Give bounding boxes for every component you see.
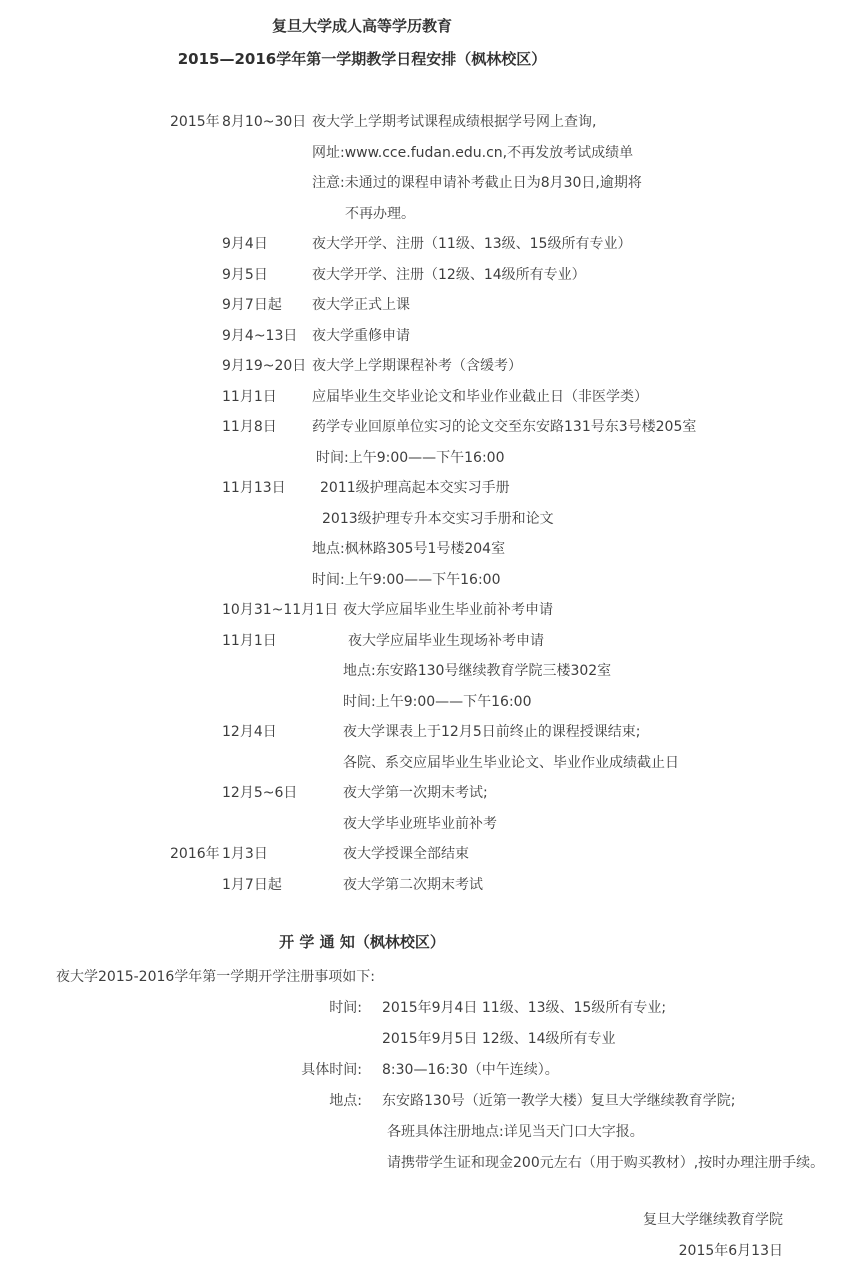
- schedule-row-desc: [312, 412, 842, 473]
- notice-item-label: 地点:: [329, 1093, 362, 1109]
- schedule-desc-line: 夜大学授课全部结束: [343, 846, 469, 862]
- schedule-row-desc: [312, 107, 842, 229]
- schedule-row-desc: [343, 717, 842, 778]
- schedule-row-desc: [343, 626, 842, 718]
- notice-item-value: [362, 1055, 842, 1086]
- schedule-row-desc: [343, 870, 842, 901]
- notice-item-line: 8:30—16:30（中午连续）。: [382, 1062, 559, 1078]
- schedule-row-date: 1月7日起: [222, 876, 282, 893]
- schedule-desc-line: 注意:未通过的课程申请补考截止日为8月30日,逾期将: [312, 175, 642, 191]
- schedule-row-date: 8月10~30日: [222, 114, 307, 130]
- schedule-row: [0, 229, 842, 260]
- schedule-desc-line: 药学专业回原单位实习的论文交至东安路131号东3号楼205室: [312, 419, 697, 435]
- schedule-desc-line: 夜大学应届毕业生现场补考申请: [348, 632, 544, 649]
- schedule-desc-line: 夜大学正式上课: [312, 297, 410, 313]
- schedule-row-desc: [312, 260, 842, 291]
- footer-date: 2015年6月13日: [678, 1243, 783, 1259]
- schedule-row-desc: [312, 351, 842, 382]
- schedule-desc-line: 夜大学课表上于12月5日前终止的课程授课结束;: [343, 724, 641, 740]
- schedule-row: [0, 412, 842, 473]
- schedule-row-desc: [343, 595, 842, 626]
- schedule-row-desc: [312, 290, 842, 321]
- notice-item: [0, 993, 842, 1055]
- schedule-desc-line: 应届毕业生交毕业论文和毕业作业截止日（非医学类）: [312, 388, 648, 405]
- notice-item-line: 请携带学生证和现金200元左右（用于购买教材）,按时办理注册手续。: [387, 1155, 825, 1171]
- schedule-row: [0, 351, 842, 382]
- notice-item: [0, 1055, 842, 1086]
- notice-item-label: 时间:: [329, 1000, 362, 1016]
- notice-item-line: 2015年9月5日 12级、14级所有专业: [382, 1031, 616, 1047]
- schedule-desc-line: 夜大学上学期课程补考（含缓考）: [312, 358, 522, 374]
- schedule-row: [0, 107, 842, 229]
- schedule-desc-line: 时间:上午9:00——下午16:00: [316, 449, 505, 466]
- schedule-row-date: 12月4日: [222, 724, 277, 740]
- doc-title: 复旦大学成人高等学历教育: [271, 17, 452, 35]
- notice-items: [0, 993, 842, 1179]
- notice-title: 开 学 通 知（枫林校区）: [279, 933, 445, 951]
- schedule-desc-line: 不再办理。: [345, 205, 415, 222]
- notice-item-value: [362, 993, 842, 1055]
- schedule-desc-line: 各院、系交应届毕业生毕业论文、毕业作业成绩截止日: [343, 754, 679, 771]
- schedule-desc-line: 时间:上午9:00——下午16:00: [343, 693, 532, 710]
- schedule-row-desc: [312, 382, 842, 413]
- schedule-desc-line: 时间:上午9:00——下午16:00: [312, 571, 501, 588]
- schedule-row-desc: [343, 839, 842, 870]
- schedule-row-year: 2015年: [170, 114, 220, 130]
- schedule-row: [0, 382, 842, 413]
- notice-item-label: 具体时间:: [301, 1062, 362, 1078]
- schedule-row-date: 11月8日: [222, 419, 277, 435]
- schedule-row-date: 12月5~6日: [222, 785, 298, 801]
- schedule-row-date: 11月1日: [222, 632, 277, 649]
- notice-item-line: 2015年9月4日 11级、13级、15级所有专业;: [382, 1000, 667, 1016]
- schedule-row-date: 9月4日: [222, 236, 268, 252]
- notice-item-line: 东安路130号（近第一教学大楼）复旦大学继续教育学院;: [382, 1093, 736, 1109]
- schedule: [0, 107, 842, 900]
- schedule-row-desc: [312, 229, 842, 260]
- schedule-row-desc: [312, 321, 842, 352]
- schedule-row-year: 2016年: [170, 846, 220, 862]
- schedule-row: [0, 839, 842, 870]
- schedule-desc-line: 地点:枫林路305号1号楼204室: [312, 541, 506, 557]
- schedule-row-date: 1月3日: [222, 846, 268, 862]
- schedule-row-date: 11月13日: [222, 480, 286, 496]
- schedule-desc-line: 夜大学毕业班毕业前补考: [343, 815, 497, 832]
- schedule-row-date: 9月5日: [222, 266, 268, 283]
- schedule-row: [0, 778, 842, 839]
- notice-item: [0, 1086, 842, 1179]
- schedule-desc-line: 地点:东安路130号继续教育学院三楼302室: [343, 663, 612, 679]
- schedule-row-date: 9月7日起: [222, 297, 282, 313]
- schedule-row: [0, 595, 842, 626]
- schedule-desc-line: 夜大学重修申请: [312, 327, 410, 344]
- schedule-desc-line: 夜大学应届毕业生毕业前补考申请: [343, 602, 553, 618]
- schedule-row-desc: [343, 778, 842, 839]
- schedule-row: [0, 321, 842, 352]
- schedule-row-date: 9月4~13日: [222, 327, 298, 344]
- schedule-desc-line: 夜大学开学、注册（12级、14级所有专业）: [312, 266, 586, 283]
- schedule-desc-line: 网址:www.cce.fudan.edu.cn,不再发放考试成绩单: [312, 144, 634, 161]
- schedule-desc-line: 夜大学第一次期末考试;: [343, 785, 488, 801]
- schedule-row: [0, 473, 842, 595]
- doc-footer: [0, 1205, 783, 1267]
- schedule-row-date: 10月31~11月1日: [222, 602, 339, 618]
- notice-intro: 夜大学2015-2016学年第一学期开学注册事项如下:: [56, 969, 376, 985]
- schedule-desc-line: 夜大学第二次期末考试: [343, 876, 483, 893]
- schedule-desc-line: 夜大学上学期考试课程成绩根据学号网上查询,: [312, 114, 597, 130]
- schedule-row-desc: [312, 473, 842, 595]
- notice-item-line: 各班具体注册地点:详见当天门口大字报。: [387, 1124, 644, 1140]
- schedule-row: [0, 717, 842, 778]
- schedule-desc-line: 2013级护理专升本交实习手册和论文: [322, 510, 554, 527]
- schedule-row-date: 9月19~20日: [222, 358, 307, 374]
- schedule-row: [0, 626, 842, 718]
- schedule-row: [0, 870, 842, 901]
- footer-signature: 复旦大学继续教育学院: [643, 1212, 783, 1228]
- notice-item-value: [362, 1086, 842, 1179]
- schedule-desc-line: 夜大学开学、注册（11级、13级、15级所有专业）: [312, 236, 632, 252]
- schedule-desc-line: 2011级护理高起本交实习手册: [320, 480, 510, 496]
- schedule-row-date: 11月1日: [222, 388, 277, 405]
- schedule-row: [0, 260, 842, 291]
- doc-subtitle: 2015—2016学年第一学期教学日程安排（枫林校区）: [177, 50, 547, 68]
- schedule-row: [0, 290, 842, 321]
